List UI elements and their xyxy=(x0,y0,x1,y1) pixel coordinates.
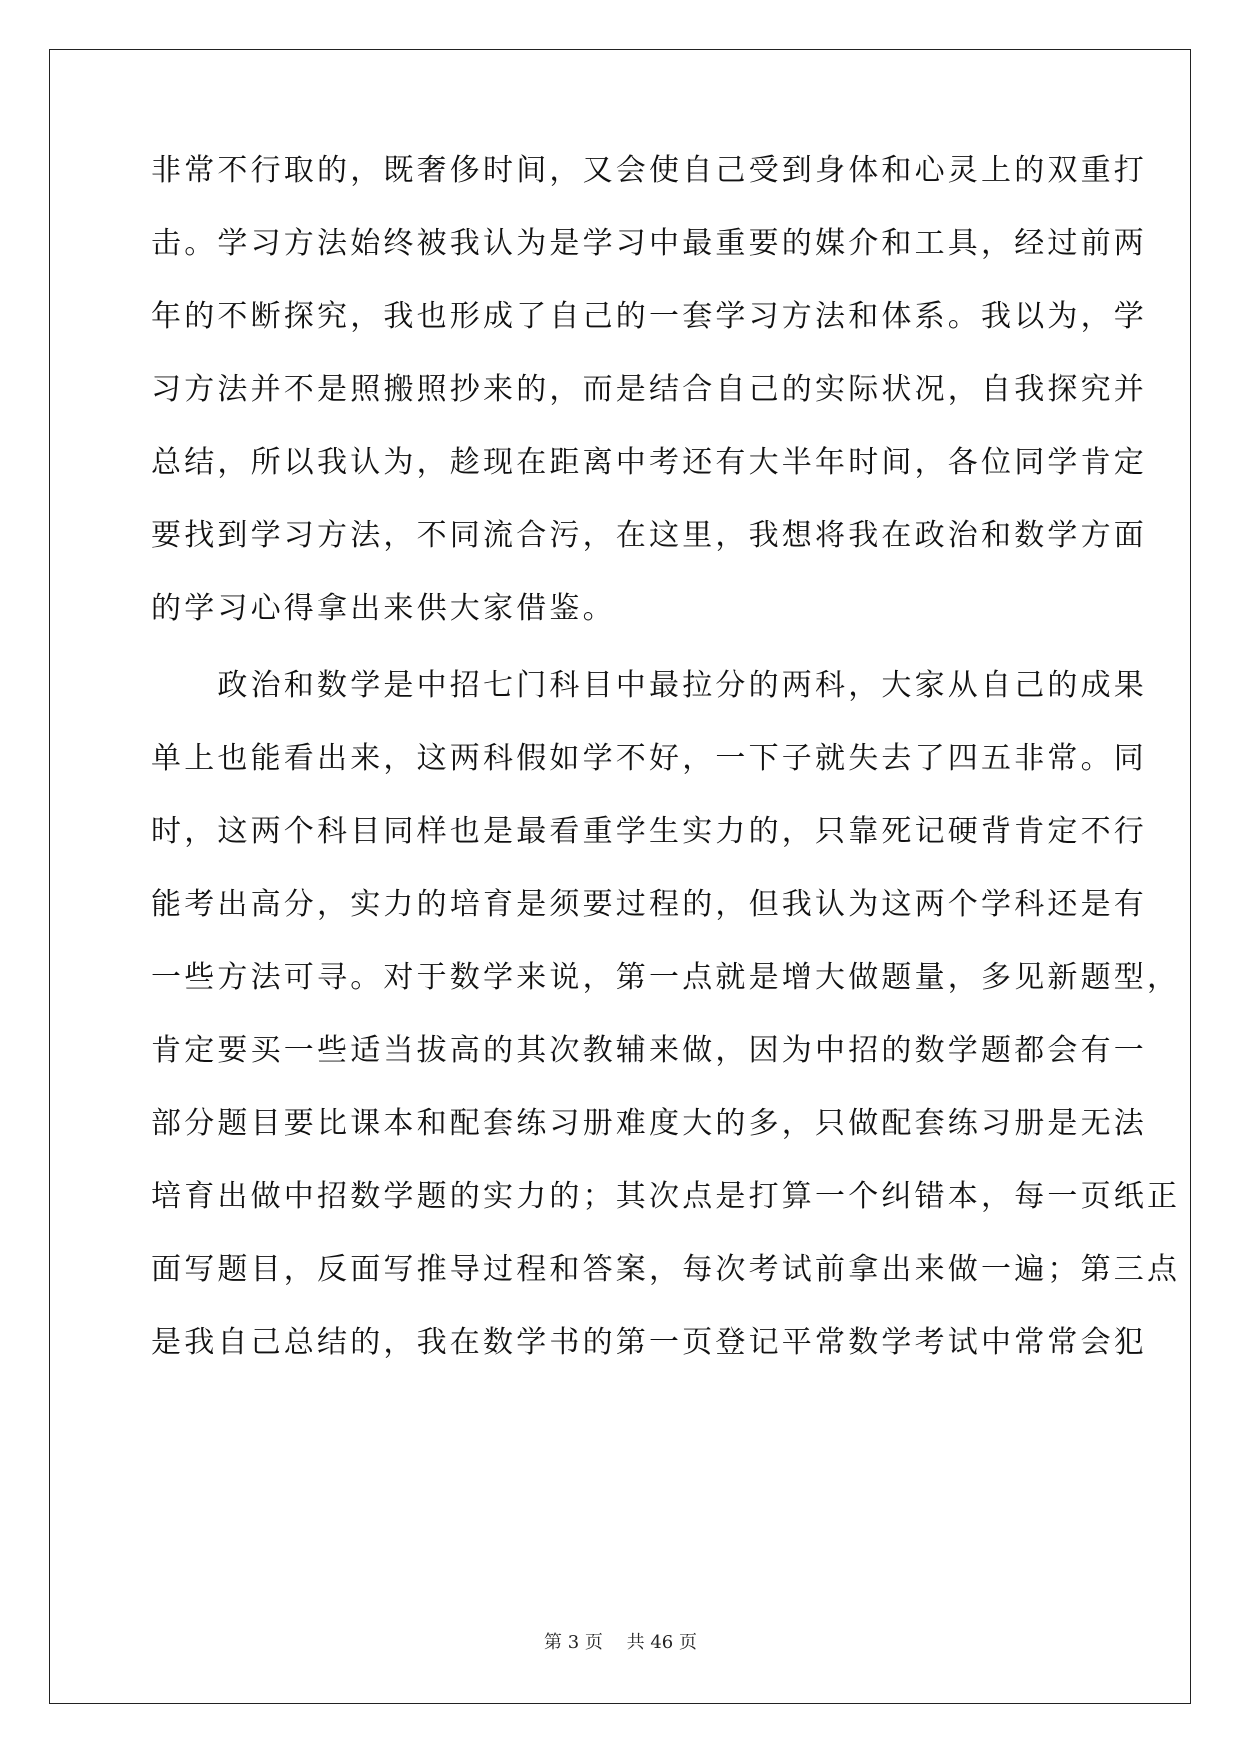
text-line: 能考出高分，实力的培育是须要过程的，但我认为这两个学科还是有 xyxy=(151,887,1147,922)
text-line: 肯定要买一些适当拔高的其次教辅来做，因为中招的数学题都会有一 xyxy=(151,1033,1147,1068)
text-line: 要找到学习方法，不同流合污，在这里，我想将我在政治和数学方面 xyxy=(151,518,1147,553)
text-line: 部分题目要比课本和配套练习册难度大的多，只做配套练习册是无法 xyxy=(151,1106,1147,1141)
text-line: 年的不断探究，我也形成了自己的一套学习方法和体系。我以为，学 xyxy=(151,299,1147,334)
text-line: 面写题目，反面写推导过程和答案，每次考试前拿出来做一遍；第三点 xyxy=(151,1252,1181,1287)
text-line: 单上也能看出来，这两科假如学不好，一下子就失去了四五非常。同 xyxy=(151,741,1147,776)
text-line: 击。学习方法始终被我认为是学习中最重要的媒介和工具，经过前两 xyxy=(151,226,1147,261)
text-line: 培育出做中招数学题的实力的；其次点是打算一个纠错本，每一页纸正 xyxy=(151,1179,1181,1214)
page-footer xyxy=(0,1632,1241,1654)
page-number-label: 第 3 页 共 46 页 xyxy=(544,1632,697,1653)
text-line: 时，这两个科目同样也是最看重学生实力的，只靠死记硬背肯定不行 xyxy=(151,814,1147,849)
text-line: 总结，所以我认为，趁现在距离中考还有大半年时间，各位同学肯定 xyxy=(151,445,1147,480)
text-line: 是我自己总结的，我在数学书的第一页登记平常数学考试中常常会犯 xyxy=(151,1325,1147,1360)
text-line: 政治和数学是中招七门科目中最拉分的两科，大家从自己的成果 xyxy=(151,668,1147,703)
text-line: 非常不行取的，既奢侈时间，又会使自己受到身体和心灵上的双重打 xyxy=(151,153,1147,188)
text-line: 的学习心得拿出来供大家借鉴。 xyxy=(151,591,616,626)
text-line: 习方法并不是照搬照抄来的，而是结合自己的实际状况，自我探究并 xyxy=(151,372,1147,407)
text-line: 一些方法可寻。对于数学来说，第一点就是增大做题量，多见新题型， xyxy=(151,960,1181,995)
